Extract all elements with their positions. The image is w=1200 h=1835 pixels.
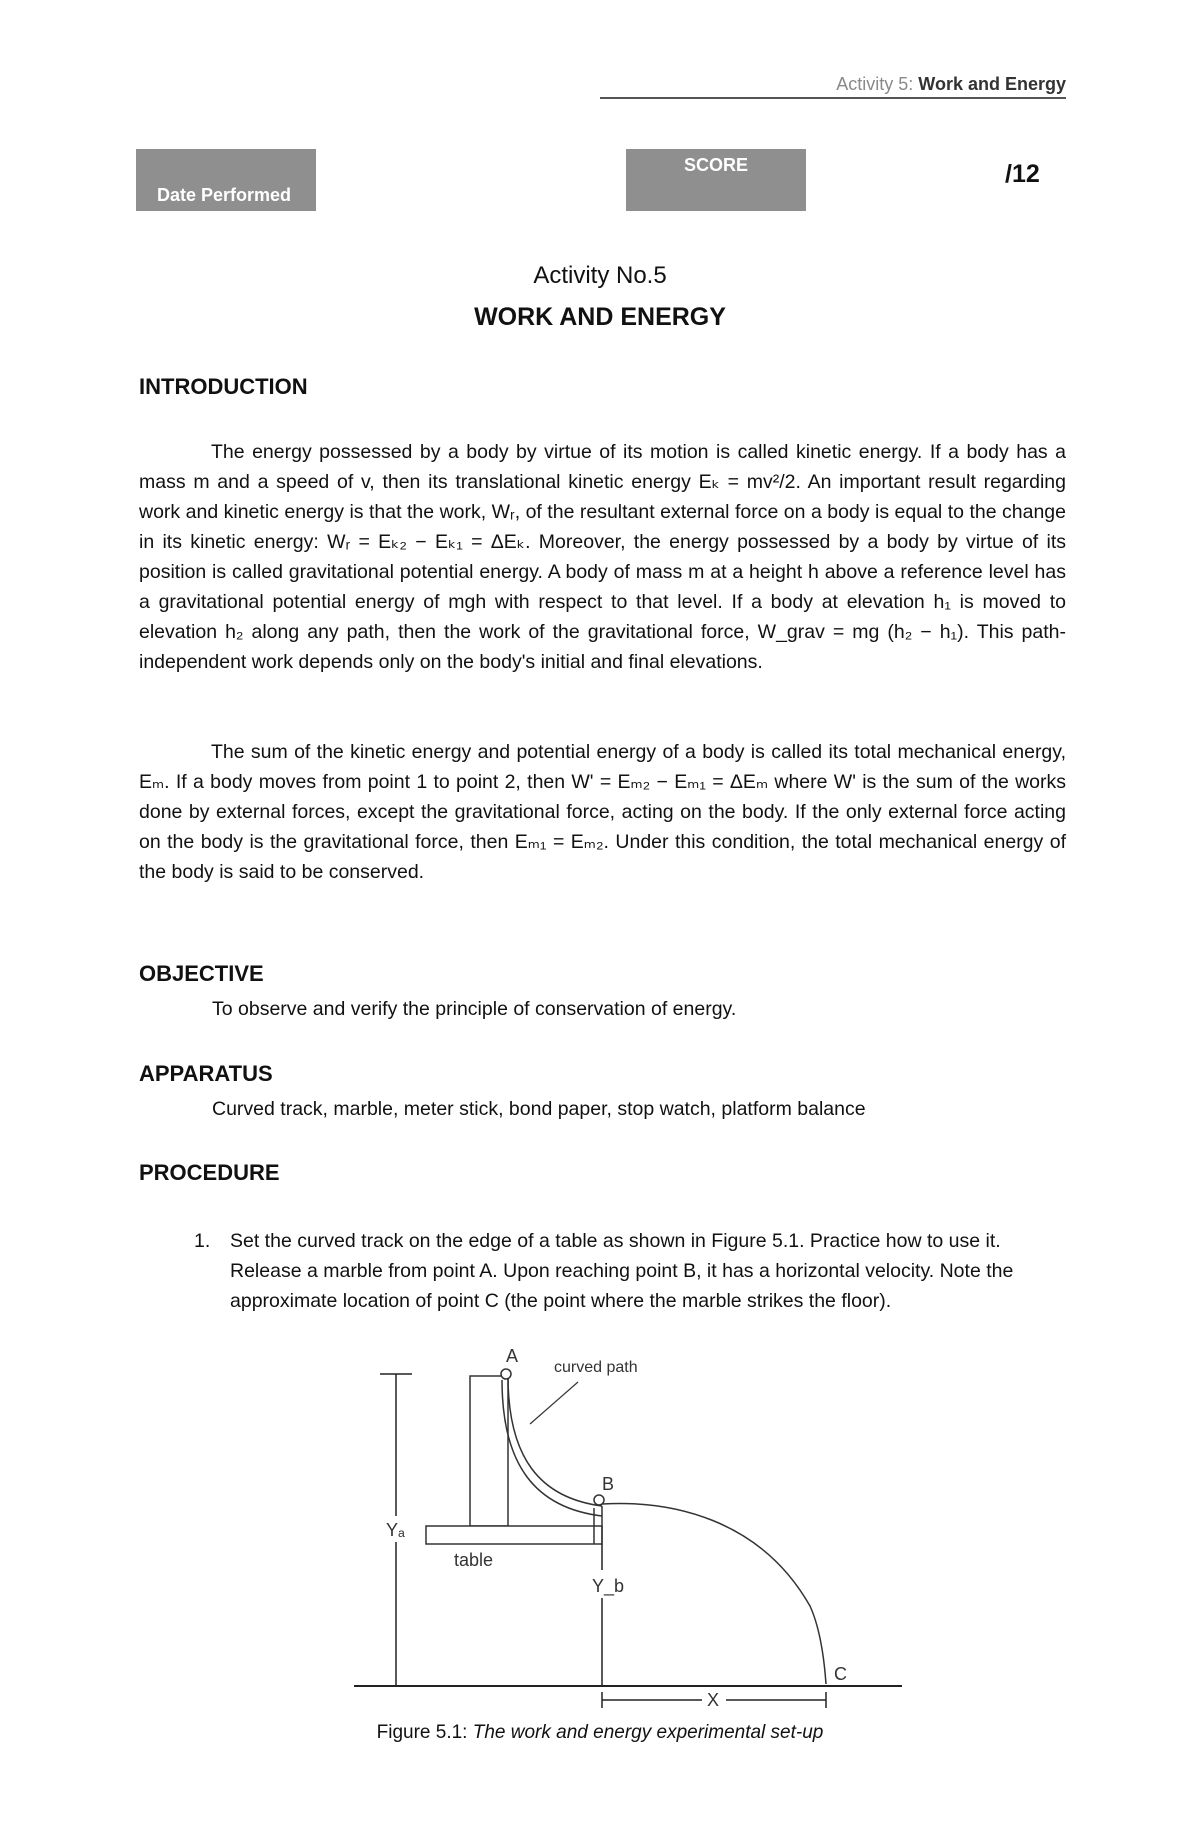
introduction-paragraph-2: The sum of the kinetic energy and potential energy of a body is called its total mechanical energy, Eₘ. If a body moves from point 1 to point 2, then W' = Eₘ₂ − Eₘ₁ = ΔEₘ where W' is the sum of the works done by external forces, except the gravitational force, acting on the body. If the only external force acting on the body is the gravitational force, then Eₘ₁ = Eₘ₂. Under this condition, the total mechanical energy of the body is said to be conserved. bbox=[139, 741, 1066, 883]
header-rule bbox=[600, 97, 1066, 99]
score-box[interactable] bbox=[626, 149, 806, 211]
yb-label: Y_b bbox=[592, 1576, 625, 1596]
procedure-item-text: Set the curved track on the edge of a table as shown in Figure 5.1. Practice how to use it. Release a marble from point A. Upon reaching point B, it has a horizontal velocity. Note the approximate location of point C (the point where the marble strikes the floor). bbox=[230, 1230, 1014, 1312]
point-a-label: A bbox=[506, 1346, 519, 1366]
figure-caption-text: The work and energy experimental set-up bbox=[472, 1722, 824, 1743]
date-performed-box[interactable] bbox=[136, 149, 316, 211]
objective-heading: OBJECTIVE bbox=[139, 961, 264, 986]
curved-path-label: curved path bbox=[554, 1359, 638, 1376]
x-label: X bbox=[707, 1690, 720, 1710]
introduction-paragraph-1: The energy possessed by a body by virtue of its motion is called kinetic energy. If a body has a mass m and a speed of v, then its translational kinetic energy Eₖ = mv²/2. An important result regarding work and kinetic energy is that the work, Wᵣ, of the resultant external force on a body is equal to the change in its kinetic energy: Wᵣ = Eₖ₂ − Eₖ₁ = ΔEₖ. Moreover, the energy possessed by a body by virtue of its position is called gravitational potential energy. A body of mass m at a height h above a reference level has a gravitational potential energy of mgh with respect to that level. If a body at elevation h₁ is moved to elevation h₂ along any path, then the work of the gravitational force, W_grav = mg (h₂ − h₁). This path-independent work depends only on the body's initial and final elevations. bbox=[139, 441, 1066, 673]
activity-number: Activity No.5 bbox=[533, 262, 667, 289]
apparatus-text: Curved track, marble, meter stick, bond paper, stop watch, platform balance bbox=[212, 1098, 866, 1120]
curved-track-inner bbox=[502, 1380, 602, 1516]
figure-caption bbox=[0, 1722, 1200, 1744]
objective-text: To observe and verify the principle of conservation of energy. bbox=[212, 998, 737, 1020]
score-total: /12 bbox=[1005, 160, 1040, 188]
introduction-heading: INTRODUCTION bbox=[139, 374, 308, 399]
procedure-item-number: 1. bbox=[194, 1230, 211, 1252]
apparatus-heading: APPARATUS bbox=[139, 1061, 273, 1086]
running-header bbox=[600, 74, 1066, 95]
table-top bbox=[426, 1526, 602, 1544]
activity-title: WORK AND ENERGY bbox=[474, 303, 726, 331]
date-performed-label: Date Performed bbox=[157, 185, 292, 205]
header-activity-title: Work and Energy bbox=[918, 74, 1066, 94]
ya-label: Yₐ bbox=[386, 1520, 405, 1540]
figure-caption-prefix: Figure 5.1: bbox=[376, 1722, 468, 1743]
setup-diagram bbox=[340, 1338, 920, 1738]
curved-track-outer bbox=[508, 1376, 602, 1506]
score-label: SCORE bbox=[683, 155, 748, 175]
procedure-heading: PROCEDURE bbox=[139, 1160, 280, 1185]
marble-a bbox=[501, 1369, 511, 1379]
point-c-label: C bbox=[834, 1664, 847, 1684]
header-activity-label: Activity 5: bbox=[836, 74, 914, 94]
projectile-trajectory bbox=[602, 1503, 826, 1684]
point-b-label: B bbox=[602, 1474, 615, 1494]
figure-setup bbox=[340, 1338, 920, 1738]
curved-path-pointer bbox=[530, 1382, 578, 1424]
table-label: table bbox=[454, 1550, 494, 1570]
